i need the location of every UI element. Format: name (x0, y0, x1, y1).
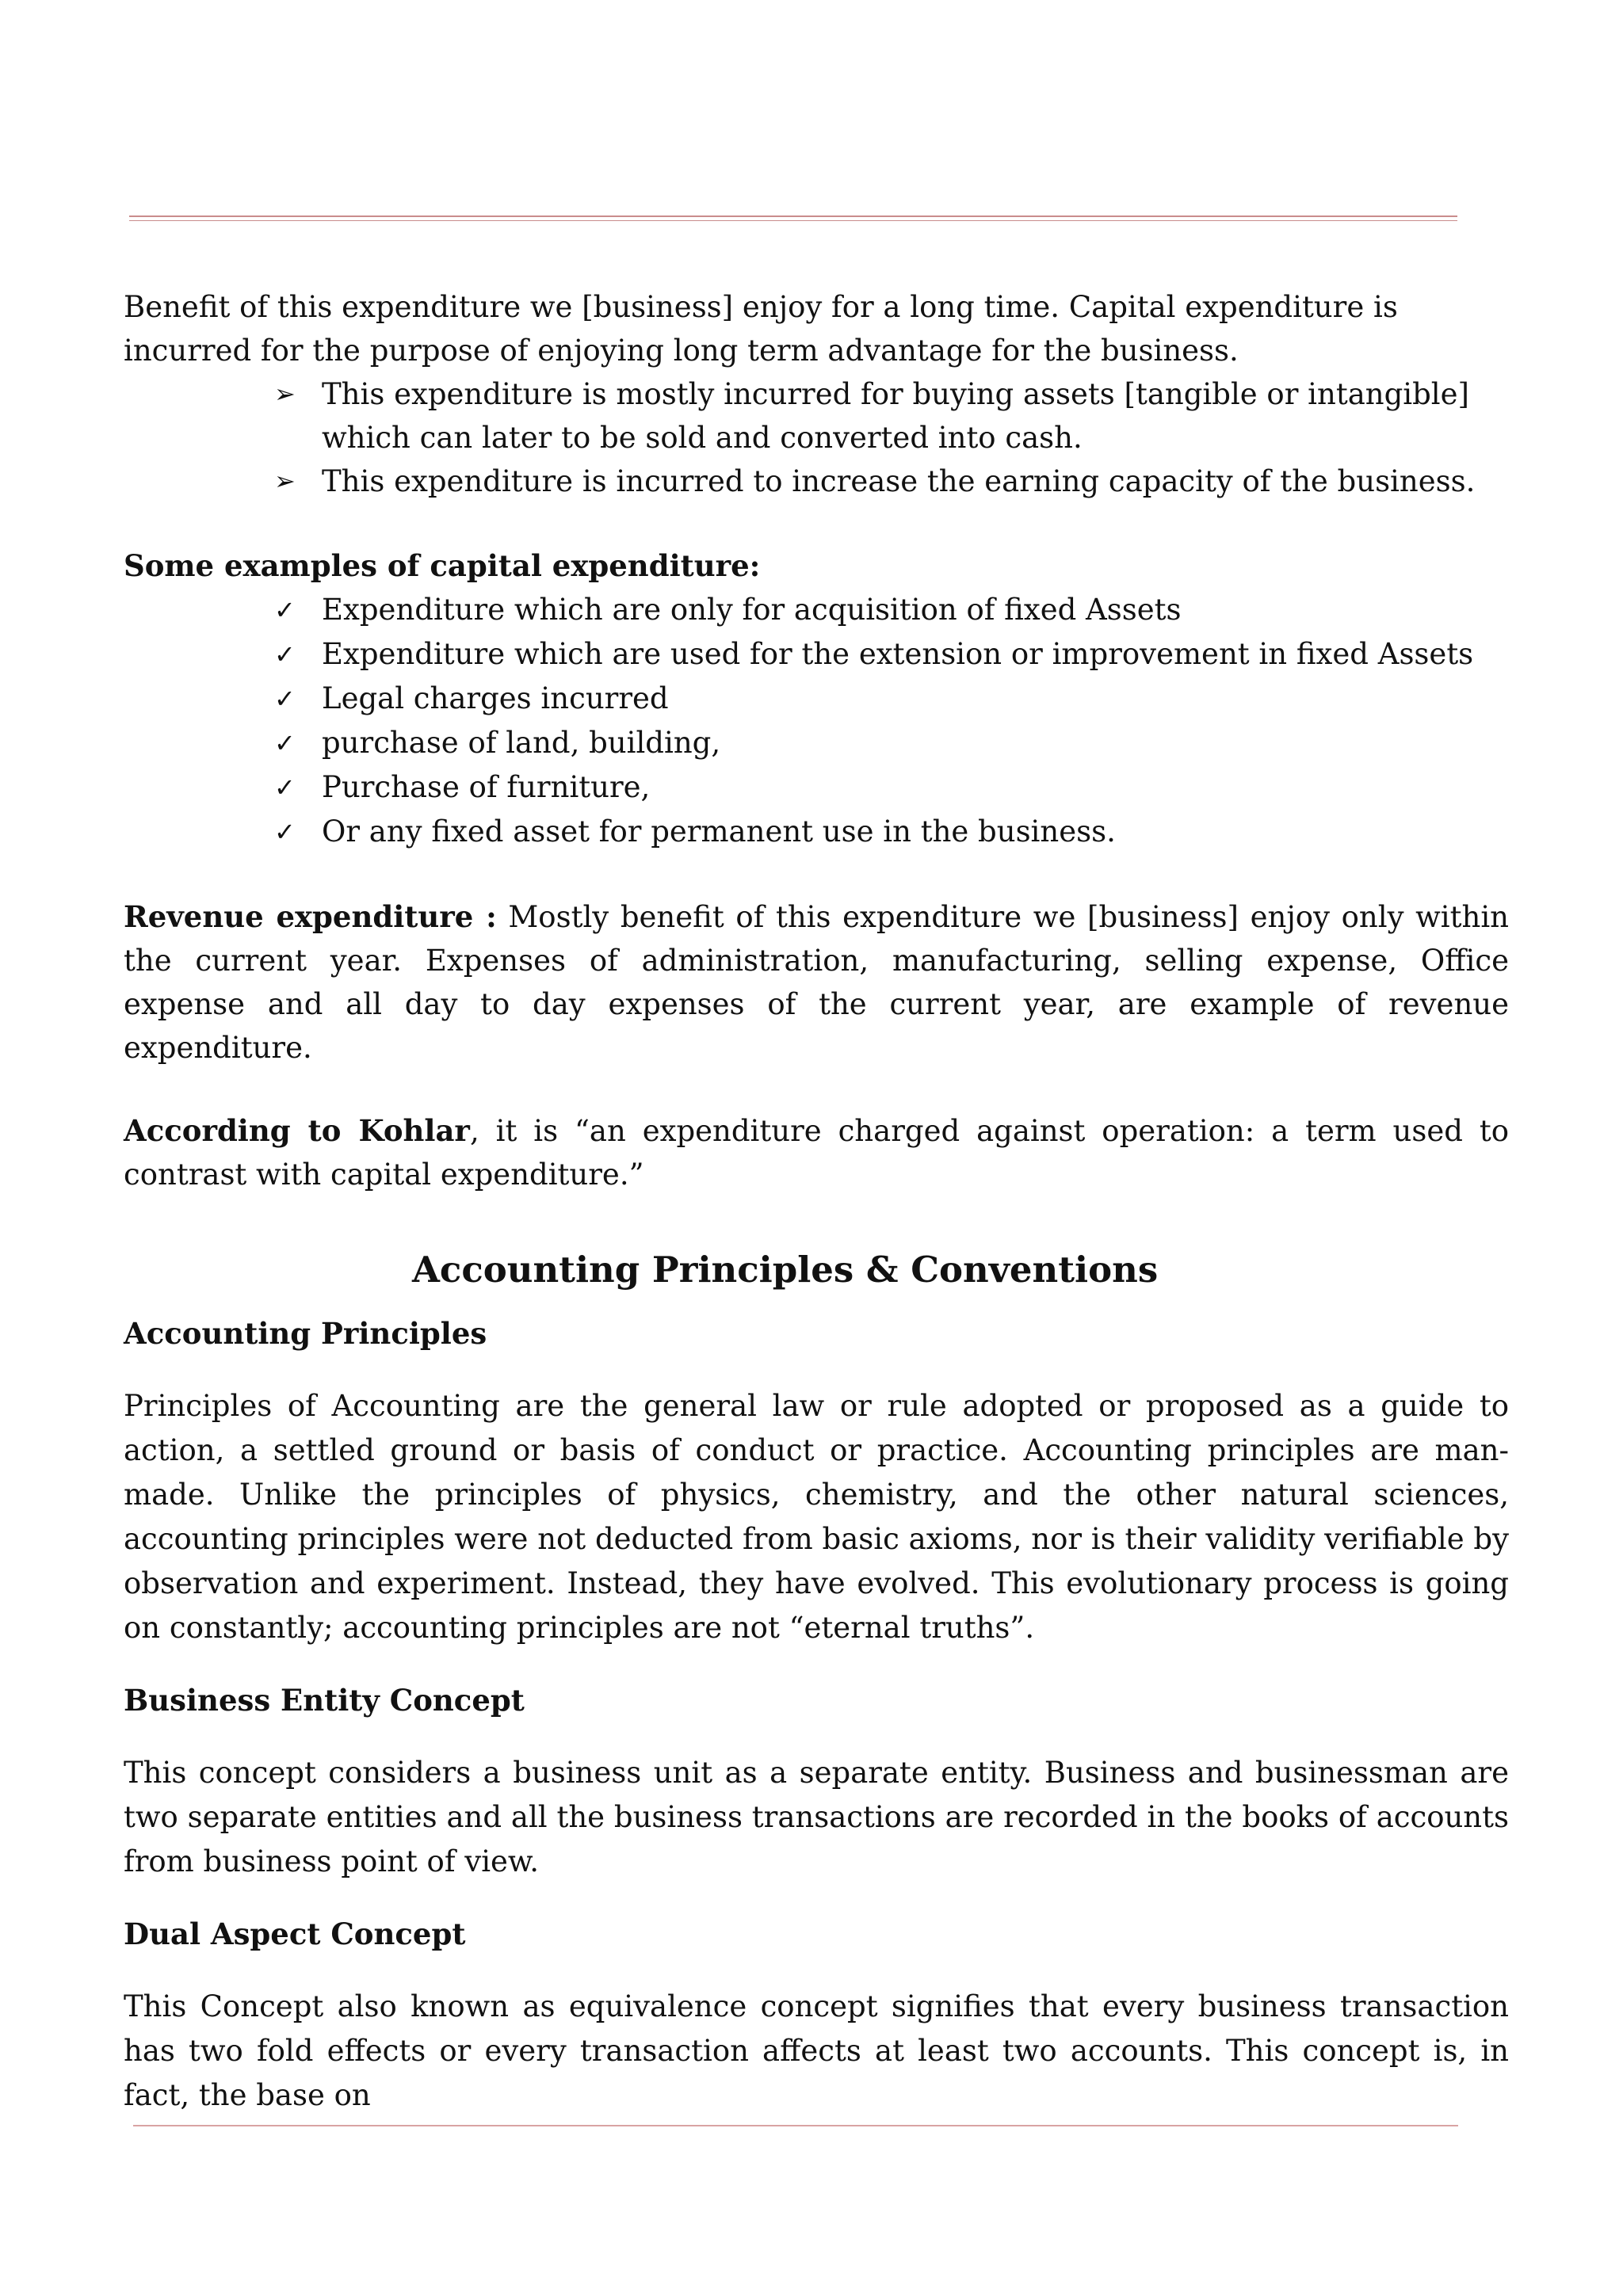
dual-aspect-heading: Dual Aspect Concept (124, 1917, 466, 1951)
spacer (124, 854, 1509, 895)
section-title: Accounting Principles & Conventions (412, 1249, 1159, 1291)
list-item-text: Expenditure which are used for the extension or improvement in fixed Assets (322, 637, 1474, 671)
kohlar-text: , it is “an expenditure charged against operation: a term used to contrast with capital expenditure.” (124, 1114, 1509, 1192)
kohlar-paragraph (124, 1109, 1509, 1196)
list-item-text: This expenditure is mostly incurred for buying assets [tangible or intangible] which can later to be sold and converted into cash. (322, 377, 1469, 455)
check-icon: ✓ (274, 684, 296, 714)
list-item (124, 721, 1509, 765)
revenue-text: Mostly benefit of this expenditure we [business] enjoy only within the current year. Expenses of administration, manufacturing, selling expense, Office expense and all day to day expenses of the current year, are example of revenue expenditure. (124, 900, 1509, 1065)
arrow-bullet-icon: ➢ (274, 466, 296, 496)
principles-heading: Accounting Principles (124, 1316, 487, 1351)
list-item-text: This expenditure is incurred to increase the earning capacity of the business. (322, 464, 1476, 498)
footer-rule (133, 2125, 1458, 2126)
list-item-text: Purchase of furniture, (322, 770, 651, 804)
list-item-text: purchase of land, building, (322, 726, 721, 760)
spacer (124, 1070, 1509, 1109)
examples-check-list (124, 588, 1509, 854)
examples-heading: Some examples of capital expenditure: (124, 548, 761, 583)
list-item (124, 460, 1509, 503)
arrow-bullet-list (124, 372, 1509, 503)
list-item-text: Or any fixed asset for permanent use in the business. (322, 814, 1116, 849)
check-icon: ✓ (274, 817, 296, 847)
spacer (124, 503, 1509, 544)
document-body (124, 285, 1509, 2118)
list-item (124, 588, 1509, 632)
list-item-text: Expenditure which are only for acquisition of fixed Assets (322, 593, 1182, 627)
revenue-label: Revenue expenditure : (124, 899, 497, 934)
arrow-bullet-icon: ➢ (274, 379, 296, 409)
list-item (124, 632, 1509, 677)
dual-aspect-paragraph: This Concept also known as equivalence concept signifies that every business transaction has two fold effects or every transaction affects at least two accounts. This concept is, in fact, the base on (124, 1989, 1509, 2112)
list-item (124, 810, 1509, 854)
check-icon: ✓ (274, 639, 296, 669)
list-item (124, 677, 1509, 721)
check-icon: ✓ (274, 772, 296, 803)
principles-paragraph: Principles of Accounting are the general law or rule adopted or proposed as a guide to action, a settled ground or basis of conduct or practice. Accounting principles are man-made. Unlike the principles of physics, chemistry, and the other natural sciences, accounting principles were not deducted from basic axioms, nor is their validity verifiable by observation and experiment. Instead, they have evolved. This evolutionary process is going on constantly; accounting principles are not “eternal truths”. (124, 1389, 1509, 1645)
list-item (124, 372, 1509, 460)
header-rule (129, 215, 1457, 217)
check-icon: ✓ (274, 595, 296, 625)
entity-paragraph: This concept considers a business unit as a separate entity. Business and businessman are two separate entities and all the business transactions are recorded in the books of accounts from business point of view. (124, 1756, 1509, 1878)
revenue-expenditure-paragraph (124, 895, 1509, 1070)
entity-heading: Business Entity Concept (124, 1683, 525, 1718)
intro-paragraph: Benefit of this expenditure we [business] enjoy for a long time. Capital expenditure is incurred for the purpose of enjoying long term advantage for the business. (124, 290, 1398, 368)
kohlar-label: According to Kohlar (124, 1113, 470, 1148)
check-icon: ✓ (274, 728, 296, 758)
list-item (124, 765, 1509, 810)
list-item-text: Legal charges incurred (322, 681, 669, 715)
